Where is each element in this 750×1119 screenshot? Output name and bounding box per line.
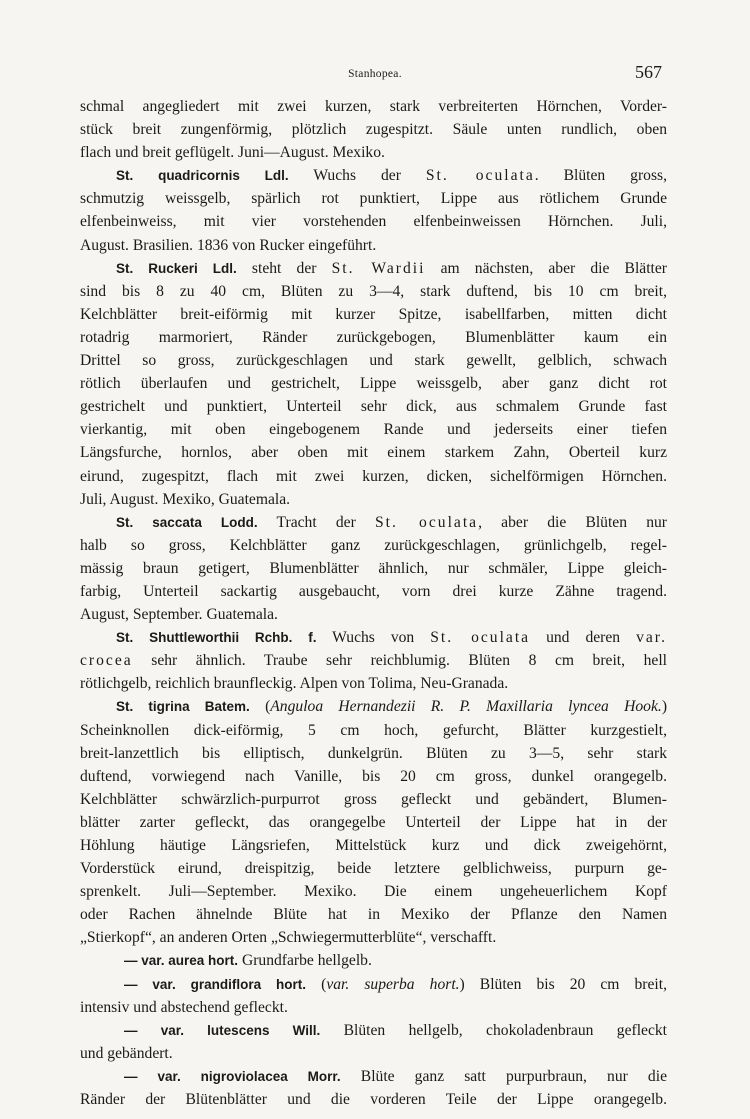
synonym: Anguloa Hernandezii R. P. Maxillaria lyncea Hook. xyxy=(270,698,662,716)
variety-name: — var. aurea hort. xyxy=(124,953,239,969)
text-line: „Stierkopf“, an anderen Orten „Schwiegermutterblüte“, verschafft. xyxy=(80,929,497,947)
page-number: 567 xyxy=(635,62,662,82)
text-line: Juli, August. Mexiko, Guatemala. xyxy=(80,490,291,508)
text-line: crocea sehr ähnlich. Traube sehr reichblumig. Blüten 8 cm breit, hell xyxy=(80,652,667,670)
text-line: Ränder der Blütenblätter und die vorderen Teile der Lippe orangegelb. xyxy=(80,1091,667,1109)
text-line: farbig, Unterteil sackartig ausgebaucht, vorn drei kurze Zähne tragend. xyxy=(80,582,667,600)
species-name: St. Shuttleworthii Rchb. f. xyxy=(116,630,317,646)
text-line: Kelchblätter schwärzlich-purpurrot gross gefleckt und gebändert, Blumen- xyxy=(80,790,667,808)
synonym: var. superba hort. xyxy=(326,975,460,993)
page-header xyxy=(0,62,750,86)
variety-line: — var. aurea hort. Grundfarbe hellgelb. xyxy=(124,952,372,970)
text-line: blätter zarter gefleckt, das orangegelbe Unterteil der Lippe hat in der xyxy=(80,813,667,831)
text-line: rotadrig marmoriert, Ränder zurückgebogen, Blumenblätter kaum ein xyxy=(80,328,667,346)
text-line: vierkantig, mit oben eingebogenem Rande und jederseits einer tiefen xyxy=(80,421,667,439)
entry-heading-line: St. saccata Lodd. Tracht der St. oculata, aber die Blüten nur xyxy=(116,513,667,531)
text-line: rötlich überlaufen und gestrichelt, Lippe weissgelb, aber ganz dicht rot xyxy=(80,375,667,393)
text-line: schmutzig weissgelb, spärlich rot punktiert, Lippe aus rötlichem Grunde xyxy=(80,190,667,208)
variety-name: — var. nigroviolacea Morr. xyxy=(124,1068,341,1084)
text-line: flach und breit geflügelt. Juni—August. Mexiko. xyxy=(80,144,385,162)
text-line: Kelchblätter breit-eiförmig mit kurzer Spitze, isabellfarben, mitten dicht xyxy=(80,305,667,323)
text-line: gestrichelt und punktiert, Unterteil sehr dick, aus schmalem Grunde fast xyxy=(80,398,667,416)
variety-name: — var. grandiflora hort. xyxy=(124,976,307,992)
entry-heading-line: St. quadricornis Ldl. Wuchs der St. oculata. Blüten gross, xyxy=(116,167,667,185)
text-line: August. Brasilien. 1836 von Rucker eingeführt. xyxy=(80,236,377,254)
text-line: Längsfurche, hornlos, aber oben mit einem starkem Zahn, Oberteil kurz xyxy=(80,444,667,462)
text-line: schmal angegliedert mit zwei kurzen, stark verbreiterten Hörnchen, Vorder- xyxy=(80,98,667,115)
body-text xyxy=(80,95,667,1111)
text-line: Höhlung häutige Längsriefen, Mittelstück kurz und dick zweigehörnt, xyxy=(80,837,667,854)
running-title: Stanhopea. xyxy=(348,68,402,80)
text-line: halb so gross, Kelchblätter ganz zurückgeschlagen, grünlichgelb, regel- xyxy=(80,536,667,554)
text-line: stück breit zungenförmig, plötzlich zugespitzt. Säule unten rundlich, oben xyxy=(80,121,667,139)
text-line: und gebändert. xyxy=(80,1044,173,1062)
text-line: duftend, vorwiegend nach Vanille, bis 20 cm gross, dunkel orangegelb. xyxy=(80,767,667,785)
text-line: elfenbeinweiss, mit vier vorstehenden elfenbeinweissen Hörnchen. Juli, xyxy=(80,213,667,231)
species-name: St. Ruckeri Ldl. xyxy=(116,260,237,276)
text-line: sprenkelt. Juli—September. Mexiko. Die einem ungeheuerlichem Kopf xyxy=(80,883,667,901)
text-line: Vorderstück eirund, dreispitzig, beide letztere gelblichweiss, purpurn ge- xyxy=(80,860,667,878)
variety-line: — var. nigroviolacea Morr. Blüte ganz satt purpurbraun, nur die xyxy=(124,1067,667,1085)
text-line: sind bis 8 zu 40 cm, Blüten zu 3—4, stark duftend, bis 10 cm breit, xyxy=(80,282,667,300)
text-line: intensiv und abstechend gefleckt. xyxy=(80,998,288,1016)
text-line: Drittel so gross, zurückgeschlagen und stark gewellt, gelblich, schwach xyxy=(80,352,667,370)
species-name: St. saccata Lodd. xyxy=(116,514,258,530)
text-line: breit-lanzettlich bis elliptisch, dunkelgrün. Blüten zu 3—5, sehr stark xyxy=(80,744,667,762)
text-line: rötlichgelb, reichlich braunfleckig. Alpen von Tolima, Neu-Granada. xyxy=(80,675,509,693)
text-line: Scheinknollen dick-eiförmig, 5 cm hoch, gefurcht, Blätter kurzgestielt, xyxy=(80,721,667,739)
variety-name: — var. lutescens Will. xyxy=(124,1022,321,1038)
text-line: August, September. Guatemala. xyxy=(80,606,278,624)
variety-line: — var. lutescens Will. Blüten hellgelb, chokoladenbraun gefleckt xyxy=(124,1021,667,1039)
text-line: oder Rachen ähnelnde Blüte hat in Mexiko der Pflanze den Namen xyxy=(80,906,667,924)
entry-heading-line: St. Shuttleworthii Rchb. f. Wuchs von St. oculata und deren var. xyxy=(116,629,667,647)
entry-heading-line: St. tigrina Batem. (Anguloa Hernandezii R. P. Maxillaria lyncea Hook.) xyxy=(116,698,667,716)
variety-line: — var. grandiflora hort. (var. superba hort.) Blüten bis 20 cm breit, xyxy=(124,975,667,993)
text-line: mässig braun getigert, Blumenblätter ähnlich, nur schmäler, Lippe gleich- xyxy=(80,559,667,577)
text-line: eirund, zugespitzt, flach mit zwei kurzen, dicken, sichelförmigen Hörnchen. xyxy=(80,467,667,485)
species-name: St. quadricornis Ldl. xyxy=(116,168,289,184)
entry-heading-line: St. Ruckeri Ldl. steht der St. Wardii am nächsten, aber die Blätter xyxy=(116,259,667,277)
species-name: St. tigrina Batem. xyxy=(116,699,250,715)
